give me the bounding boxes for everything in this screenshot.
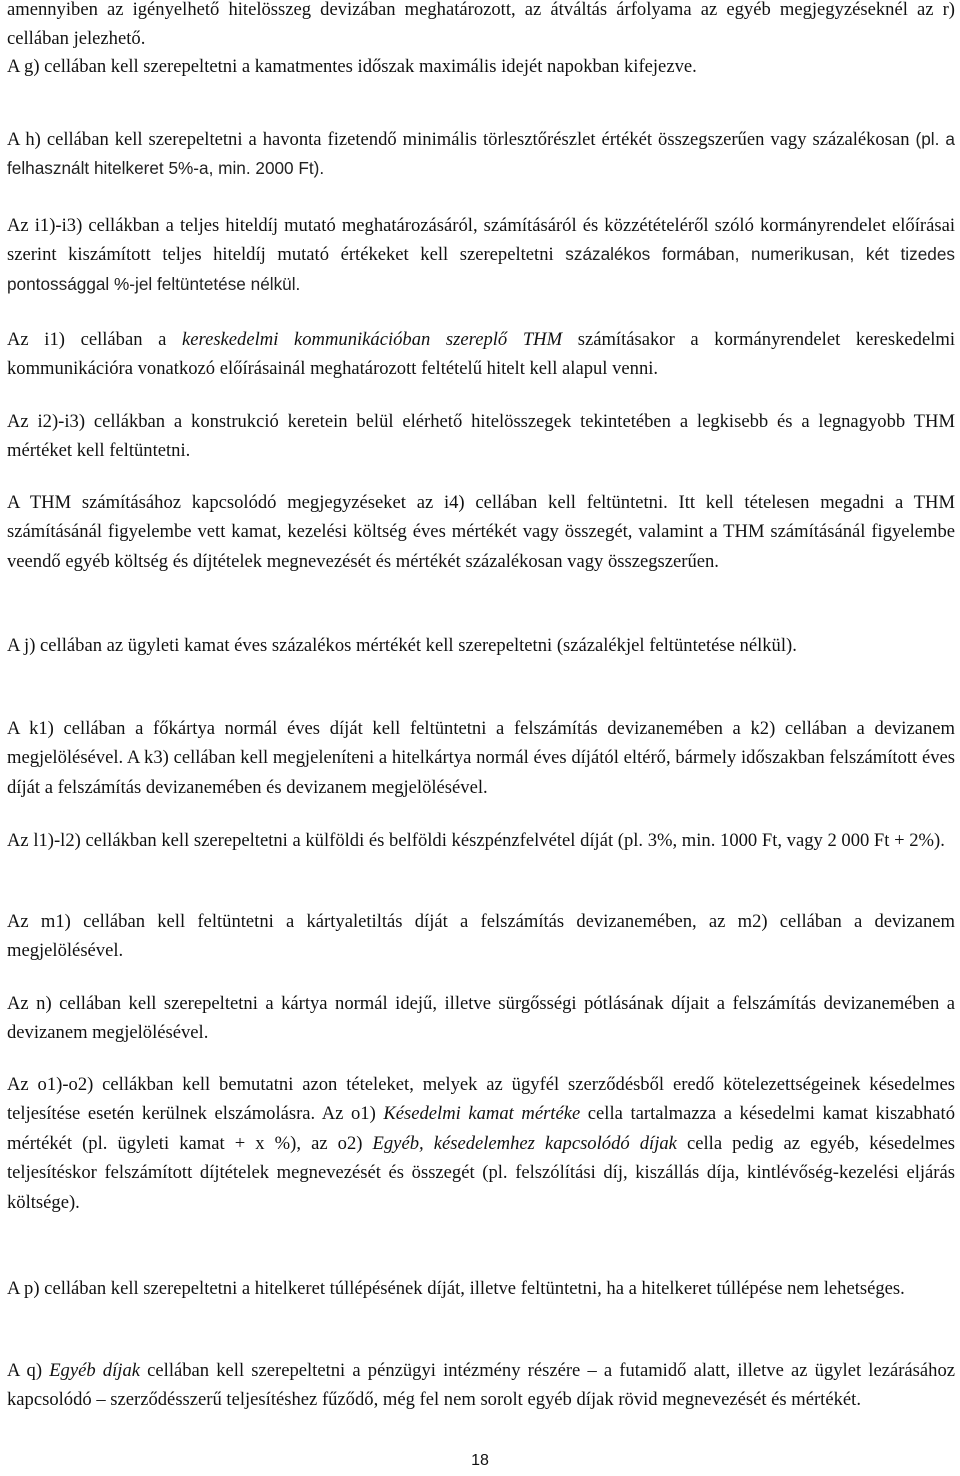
paragraph-cells-o-italic2: Egyéb, késedelemhez kapcsolódó díjak: [372, 1132, 677, 1154]
page-number: 18: [471, 1452, 489, 1469]
paragraph-cell-h-main: A h) cellában kell szerepeltetni a havonta fizetendő minimális törlesztőrészlet értékét összegszerűen vagy százalékosan: [7, 129, 916, 150]
paragraph-cell-g: A g) cellában kell szerepeltetni a kamatmentes időszak maximális idejét napokban kifejezve.: [7, 56, 697, 77]
paragraph-cells-o: [7, 1070, 955, 1217]
paragraph-cells-o-part3: cella pedig az egyéb, késedelmes teljesítéskor felszámított díjtételek megnevezését és összegét (pl. felszólítási díj, kiszállás díja, kintlévőség-kezelési eljárás költsége).: [7, 1132, 955, 1213]
paragraph-cell-p: A p) cellában kell szerepeltetni a hitelkeret túllépésének díját, illetve feltüntetni, ha a hitelkeret túllépése nem lehetséges.: [7, 1278, 905, 1299]
paragraph-currency-note: amennyiben az igényelhető hitelösszeg devizában meghatározott, az átváltás árfolyama az egyéb megjegyzéseknél az r) cellában jelezhető.: [7, 0, 955, 50]
paragraph-cell-h-example: (pl. a felhasznált hitelkeret 5%-a, min. 2000 Ft).: [7, 129, 955, 179]
paragraph-cells-o-part2: cella tartalmazza a késedelmi kamat kiszabható mértékét (pl. ügyleti kamat + x %), az o2): [7, 1103, 955, 1154]
paragraph-cells-i1-i3-main: Az i1)-i3) cellákban a teljes hiteldíj mutató meghatározásáról, számításáról és közzétételéről szóló kormányrendelet előírásai szerint kiszámított teljes hiteldíj mutató értékeket kell szerepeltetni: [7, 215, 955, 266]
paragraph-cell-i1-part2: számításakor a kormányrendelet kereskedelmi kommunikációra vonatkozó előírásainál meghatározott feltételű hitelt kell alapul venni.: [7, 329, 955, 380]
paragraph-cell-n: Az n) cellában kell szerepeltetni a kártya normál idejű, illetve sürgősségi pótlásának díjait a felszámítás devizanemében a devizanem megjelölésével.: [7, 993, 955, 1044]
paragraph-cells-k: A k1) cellában a főkártya normál éves díját kell feltüntetni a felszámítás devizanemében a k2) cellában a devizanem megjelölésével. A k3) cellában kell megjeleníteni a hitelkártya normál éves díjától eltérő, bármely időszakban felszámított éves díját a felszámítás devizanemében és devizanem megjelölésével.: [7, 718, 955, 798]
paragraph-cell-q: [7, 1356, 955, 1415]
paragraph-cells-m: Az m1) cellában kell feltüntetni a kártyaletiltás díját a felszámítás devizanemében, az m2) cellában a devizanem megjelölésével.: [7, 911, 955, 962]
paragraph-cells-o-part1: Az o1)-o2) cellákban kell bemutatni azon tételeket, melyek az ügyfél szerződésből eredő kötelezettségeinek késedelmes teljesítése esetén kerülnek elszámolásra. Az o1): [7, 1074, 955, 1125]
paragraph-cells-o-italic1: Késedelmi kamat mértéke: [383, 1103, 581, 1125]
paragraph-cell-q-part2: cellában kell szerepeltetni a pénzügyi intézmény részére – a futamidő alatt, illetve az ügylet lezárásához kapcsolódó – szerződésszerű teljesítéshez fűződő, még fel nem sorolt egyéb díjak rövid megnevezését és mértékét.: [7, 1360, 955, 1411]
paragraph-cell-q-italic: Egyéb díjak: [49, 1360, 140, 1381]
paragraph-cell-j: A j) cellában az ügyleti kamat éves százalékos mértékét kell szerepeltetni (százalékjel feltüntetése nélkül).: [7, 635, 797, 656]
paragraph-cells-i2-i3: Az i2)-i3) cellákban a konstrukció keretein belül elérhető hitelösszegek tekintetében a legkisebb és a legnagyobb THM mértéket kell feltüntetni.: [7, 411, 955, 462]
paragraph-cells-i1-i3: [7, 211, 955, 299]
paragraph-cells-l: Az l1)-l2) cellákban kell szerepeltetni a külföldi és belföldi készpénzfelvétel díját (pl. 3%, min. 1000 Ft, vagy 2 000 Ft + 2%).: [7, 830, 945, 851]
paragraph-cell-i1: [7, 325, 955, 384]
paragraph-cell-h: [7, 125, 955, 184]
paragraph-cells-i1-i3-format: százalékos formában, numerikusan, két tizedes pontossággal %-jel feltüntetése nélkül.: [7, 244, 955, 294]
paragraph-cell-i1-part1: Az i1) cellában a: [7, 329, 183, 350]
paragraph-cell-q-part1: A q): [7, 1360, 50, 1381]
paragraph-cell-i1-italic: kereskedelmi kommunikációban szereplő THM: [182, 329, 563, 350]
paragraph-cell-i4: A THM számításához kapcsolódó megjegyzéseket az i4) cellában kell feltüntetni. Itt kell tételesen megadni a THM számításánál figyelembe vett kamat, kezelési költség éves mértékét vagy összegét, valamint a THM számításánál figyelembe veendő egyéb költség és díjtételek megnevezését és mértékét százalékosan vagy összegszerűen.: [7, 492, 955, 572]
